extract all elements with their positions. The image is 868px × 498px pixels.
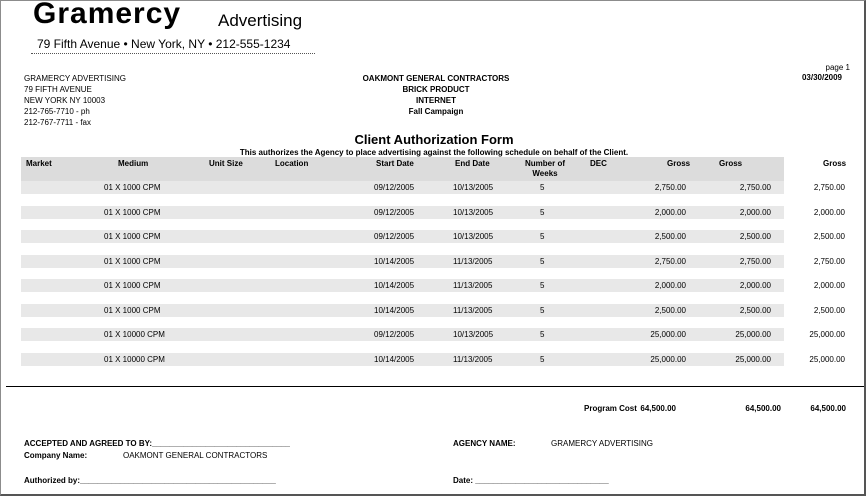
row-end-date: 11/13/2005 xyxy=(453,256,493,266)
col-dec: DEC xyxy=(590,159,607,168)
row-weeks: 5 xyxy=(540,232,545,241)
row-start-date: 09/12/2005 xyxy=(374,183,415,192)
col-medium: Medium xyxy=(118,159,149,168)
program-cost-label: Program Cost xyxy=(584,404,637,413)
logo-subtitle: Advertising xyxy=(218,11,303,30)
row-medium: 01 X 1000 CPM xyxy=(104,281,161,290)
row-weeks: 5 xyxy=(540,354,545,364)
row-medium: 01 X 1000 CPM xyxy=(104,207,161,217)
totals-divider xyxy=(6,386,864,387)
row-end-date: 11/13/2005 xyxy=(453,281,493,290)
row-gross-1: 2,000.00 xyxy=(654,207,686,217)
row-gross-3: 2,750.00 xyxy=(813,183,845,192)
logo-name: Gramercy xyxy=(33,0,182,30)
row-end-date: 11/13/2005 xyxy=(453,354,493,364)
row-medium: 01 X 1000 CPM xyxy=(104,305,161,315)
row-weeks: 5 xyxy=(540,330,545,339)
agency-name: GRAMERCY ADVERTISING xyxy=(24,74,126,83)
row-weeks: 5 xyxy=(540,281,545,290)
authorized-by-line: Authorized by:____________________________________________ xyxy=(24,476,276,485)
program-cost-gross-3: 64,500.00 xyxy=(810,404,846,413)
program-cost-gross-1: 64,500.00 xyxy=(640,404,676,413)
col-unit-size: Unit Size xyxy=(209,159,243,168)
logo-address: 79 Fifth Avenue • New York, NY • 212-555-1234 xyxy=(37,37,291,51)
row-medium: 01 X 1000 CPM xyxy=(104,183,161,192)
row-end-date: 10/13/2005 xyxy=(453,207,494,217)
agency-street: 79 FIFTH AVENUE xyxy=(24,85,92,94)
logo-divider xyxy=(31,52,315,54)
row-gross-2: 2,500.00 xyxy=(739,232,771,241)
client-product: BRICK PRODUCT xyxy=(402,85,470,94)
agency-name-value: GRAMERCY ADVERTISING xyxy=(551,439,653,448)
company-name-value: OAKMONT GENERAL CONTRACTORS xyxy=(123,451,268,460)
row-gross-2: 2,500.00 xyxy=(739,305,771,315)
accepted-by-line: ACCEPTED AND AGREED TO BY:_______________________________ xyxy=(24,439,290,448)
row-gross-1: 2,500.00 xyxy=(654,232,686,241)
date-line: Date: ______________________________ xyxy=(453,476,609,485)
row-gross-1: 2,500.00 xyxy=(654,305,686,315)
row-gross-1: 25,000.00 xyxy=(650,354,686,364)
program-cost-gross-2: 64,500.00 xyxy=(745,404,781,413)
row-weeks: 5 xyxy=(540,305,545,315)
page-number: page 1 xyxy=(825,63,850,72)
agency-name-label: AGENCY NAME: xyxy=(453,439,516,448)
row-gross-2: 25,000.00 xyxy=(735,354,771,364)
row-start-date: 09/12/2005 xyxy=(374,330,415,339)
row-gross-3: 2,000.00 xyxy=(813,281,845,290)
col-location: Location xyxy=(275,159,309,168)
row-gross-3: 25,000.00 xyxy=(809,330,845,339)
row-gross-3: 2,750.00 xyxy=(813,256,845,266)
row-medium: 01 X 1000 CPM xyxy=(104,256,161,266)
row-gross-2: 2,750.00 xyxy=(739,256,771,266)
row-gross-1: 2,000.00 xyxy=(654,281,686,290)
row-gross-3: 25,000.00 xyxy=(809,354,845,364)
row-weeks: 5 xyxy=(540,183,545,192)
row-gross-3: 2,500.00 xyxy=(813,232,845,241)
col-gross-3: Gross xyxy=(823,159,847,168)
row-gross-1: 2,750.00 xyxy=(654,256,686,266)
row-gross-1: 25,000.00 xyxy=(650,330,686,339)
row-weeks: 5 xyxy=(540,207,545,217)
report-date: 03/30/2009 xyxy=(801,73,842,82)
row-end-date: 10/13/2005 xyxy=(453,330,494,339)
row-medium: 01 X 10000 CPM xyxy=(104,354,165,364)
row-start-date: 10/14/2005 xyxy=(374,256,415,266)
row-gross-2: 2,750.00 xyxy=(739,183,771,192)
client-campaign: Fall Campaign xyxy=(408,107,464,116)
form-subtitle: This authorizes the Agency to place advertising against the following schedule on behalf of the Client. xyxy=(239,148,629,157)
row-start-date: 10/14/2005 xyxy=(374,281,415,290)
row-gross-2: 2,000.00 xyxy=(739,281,771,290)
row-gross-3: 2,000.00 xyxy=(813,207,845,217)
row-start-date: 09/12/2005 xyxy=(374,207,415,217)
row-medium: 01 X 10000 CPM xyxy=(104,330,165,339)
row-end-date: 11/13/2005 xyxy=(453,305,493,315)
agency-city: NEW YORK NY 10003 xyxy=(24,96,106,105)
row-gross-3: 2,500.00 xyxy=(813,305,845,315)
agency-address-block xyxy=(24,73,126,128)
row-start-date: 10/14/2005 xyxy=(374,354,415,364)
agency-phone: 212-765-7710 - ph xyxy=(24,107,90,116)
form-title: Client Authorization Form xyxy=(354,132,514,147)
company-name-label: Company Name: xyxy=(24,451,88,460)
client-media: INTERNET xyxy=(416,96,456,105)
row-end-date: 10/13/2005 xyxy=(453,183,494,192)
col-gross-2: Gross xyxy=(719,159,743,168)
agency-fax: 212-767-7711 - fax xyxy=(24,118,92,127)
col-start-date: Start Date xyxy=(376,159,414,168)
client-block xyxy=(331,73,541,117)
row-gross-2: 25,000.00 xyxy=(735,330,771,339)
col-market: Market xyxy=(26,159,52,168)
col-number-of-weeks: Number of Weeks xyxy=(525,159,565,178)
col-gross-1: Gross xyxy=(667,159,691,168)
row-start-date: 09/12/2005 xyxy=(374,232,415,241)
row-gross-2: 2,000.00 xyxy=(739,207,771,217)
row-weeks: 5 xyxy=(540,256,545,266)
row-start-date: 10/14/2005 xyxy=(374,305,415,315)
client-name: OAKMONT GENERAL CONTRACTORS xyxy=(362,74,510,83)
col-end-date: End Date xyxy=(455,159,490,168)
row-end-date: 10/13/2005 xyxy=(453,232,494,241)
row-medium: 01 X 1000 CPM xyxy=(104,232,161,241)
row-gross-1: 2,750.00 xyxy=(654,183,686,192)
